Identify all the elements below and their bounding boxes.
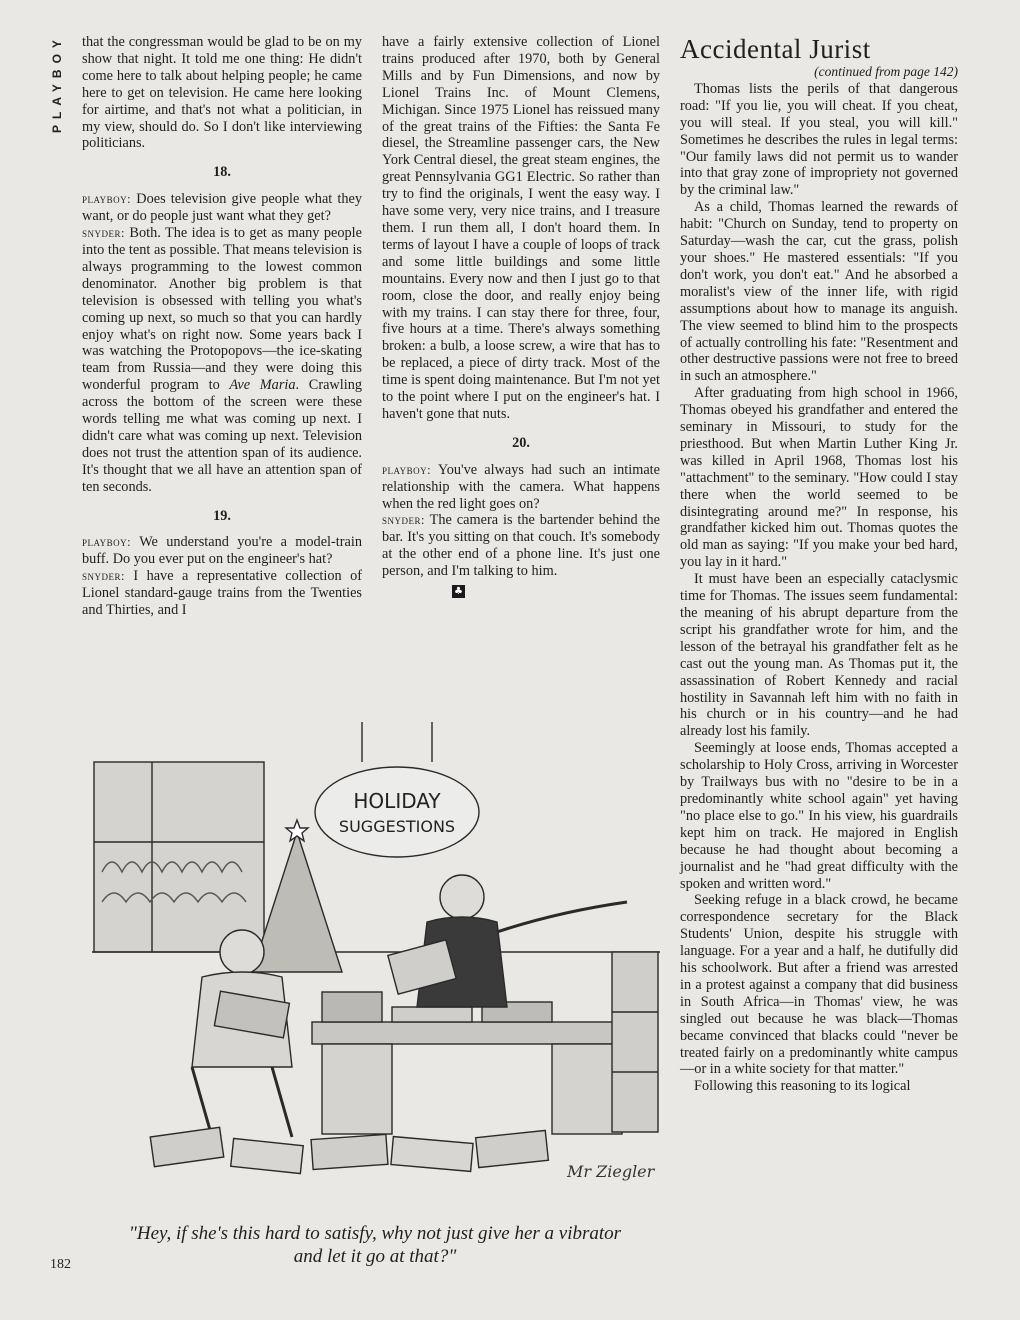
speaker-label: snyder: — [82, 569, 125, 584]
question-number: 19. — [213, 507, 231, 524]
artist-signature: Mr Ziegler — [567, 1162, 655, 1181]
question-text: We understand you're a model-train buff. Do you ever put on the engineer's hat? — [82, 534, 362, 568]
paragraph: Seemingly at loose ends, Thomas accepted a scholarship to Holy Cross, arriving in Worcester by Trailways bus with no "desire to be in a predominantly white school again" yet having "no place else to go." In his view, his guardrails kept him on track. He majored in English because he had thought about becoming a journalist and he "had great difficulty with the spoken and written word." — [680, 740, 958, 892]
end-mark-line — [382, 580, 660, 598]
page-number: 182 — [50, 1257, 71, 1272]
cartoon-illustration — [92, 722, 660, 1182]
question-text: You've always had such an intimate relationship with the camera. What happens when the red light goes on? — [382, 461, 660, 512]
paragraph: Following this reasoning to its logical — [694, 1078, 911, 1095]
answer-text: Both. The idea is to get as many people into the tent as possible. That means television is always programming to the lowest common denominator. Another big problem is that television is obsessed with telling you what's coming up next, so much so that you can hardly enjoy what's on right now. Some years back I was watching the Protopopovs—the ice-skating team from Russia—and they were doing this wonderful program to — [82, 225, 362, 394]
answer-text: . Crawling across the bottom of the screen were these words telling me what was coming up next. I didn't care what was coming up next. Television does not trust the attention span of its audience. It's thought that we all have an attention span of ten seconds. — [82, 377, 363, 495]
speaker-label: playboy: — [382, 462, 432, 477]
paragraph: Seeking refuge in a black crowd, he became correspondence secretary for the Black Students' Union, despite his struggle with language. For a year and a half, he dutifully did his schoolwork. But after a friend was arrested in a protest against a company that did business in South Africa—in Thomas' view, he was singled out because he was black—Thomas became convinced that blacks could "never be treated fairly on a predominantly white campus—or in a white society for that matter." — [680, 892, 958, 1078]
continued-note: (continued from page 142) — [814, 64, 958, 79]
question — [82, 191, 362, 225]
paragraph: have a fairly extensive collection of Lionel trains produced after 1970, both by General Mills and by Fun Dimensions, and now by Lionel Trains Inc. of Mount Clemens, Michigan. Since 1975 Lionel has reissued many of the great trains of the Fifties: the Santa Fe diesel, the Streamline passenger cars, the New York Central diesel, the great steam engines, the great Pennsylvania GG1 Electric. So rather than try to find the originals, I went the easy way. I have some very, very nice trains, and I treasure them. I run them all, I don't hoard them. In terms of layout I have a couple of loops of track and some little buildings and some little mountains. Every now and then I just go to that room, close the door, and really enjoy being with my trains. I can stay there for three, four, five hours at a time. There's always something broken: a bulb, a loose screw, a wire that has to be replaced, a piece of dirty track. Most of the time is spent doing maintenance. But I'm not yet to the point where I put on the engineer's hat. I haven't gone that nuts. — [382, 34, 660, 422]
speaker-label: playboy: — [82, 192, 132, 207]
column-2 — [382, 34, 660, 598]
paragraph: It must have been an especially cataclysmic time for Thomas. The issues seem fundamental: the meaning of his abrupt departure from the script his grandfather wrote for him, and the lesson of the betrayal his grandfather felt as he cast out the young man. As Thomas put it, the assassination of Robert Kennedy and racial hostility in Savannah left him with no faith in his church or in his country—and he had already lost his family. — [680, 571, 958, 740]
answer — [82, 568, 362, 619]
question-number: 18. — [213, 164, 231, 181]
masthead: PLAYBOY — [50, 34, 64, 133]
paragraph: Thomas lists the perils of that dangerous road: "If you lie, you will cheat. If you cheat, you will steal. If you steal, you will kill." Sometimes he describes the rules in legal terms: "Our family laws did not permit us to wander into that gray zone of impropriety not governed by the criminal law." — [680, 80, 958, 199]
answer-text: I have a representative collection of Lionel standard-gauge trains from the Twenties and Thirties, and I — [82, 568, 362, 619]
answer — [382, 512, 660, 580]
cartoon-caption: "Hey, if she's this hard to satisfy, why not just give her a vibrator and let it go at that?" — [128, 1223, 622, 1267]
answer-text: The camera is the bartender behind the bar. It's you sitting on that couch. It's somebody at the other end of a phone line. It's just one person, and I'm talking to him. — [382, 512, 660, 580]
column-1 — [82, 34, 362, 619]
question-number: 20. — [512, 434, 530, 451]
speaker-label: playboy: — [82, 535, 132, 550]
sign-text-line-2: SUGGESTIONS — [338, 817, 456, 836]
paragraph: After graduating from high school in 1966, Thomas obeyed his grandfather and entered the seminary in Missouri, to study for the priesthood. But when Martin Luther King Jr. was killed in April 1968, Thomas lost his "attachment" to the seminary. "How could I stay there when the world seemed to be disintegrating around me?" In response, his grandfather kicked him out. Thomas quotes the old man as saying: "If you make your bed hard, you lay in it hard." — [680, 385, 958, 571]
question — [82, 534, 362, 568]
answer — [82, 225, 362, 496]
speaker-label: snyder: — [382, 513, 425, 528]
question-text: Does television give people what they want, or do people just want what they get? — [82, 191, 362, 225]
column-3 — [680, 34, 958, 1095]
article-title: Accidental Jurist — [680, 34, 871, 64]
speaker-label: snyder: — [82, 226, 125, 241]
paragraph: As a child, Thomas learned the rewards of habit: "Church on Sunday, tend to property on Saturday—wash the car, cut the grass, polish your shoes." He mastered essentials: "If you don't work, you don't eat." And he absorbed a moralist's view of the inner life, with rigid assumptions about how to manage its anguish. The view seemed to blind him to the prospects of actually controlling his fate: "Resentment and other destructive passions were not free to breed in such an atmosphere." — [680, 199, 958, 385]
sign-text-line-1: HOLIDAY — [353, 789, 441, 813]
rabbit-end-mark-icon: ♣ — [452, 585, 465, 598]
italic-title: Ave Maria — [229, 377, 296, 394]
question — [382, 462, 660, 513]
paragraph: that the congressman would be glad to be on my show that night. It told me one thing: He didn't come here to talk about helping people; he came here to get on television. He came here looking for airtime, and that's not what a politician, in my view, should do. So I don't like interviewing politicians. — [82, 34, 362, 152]
